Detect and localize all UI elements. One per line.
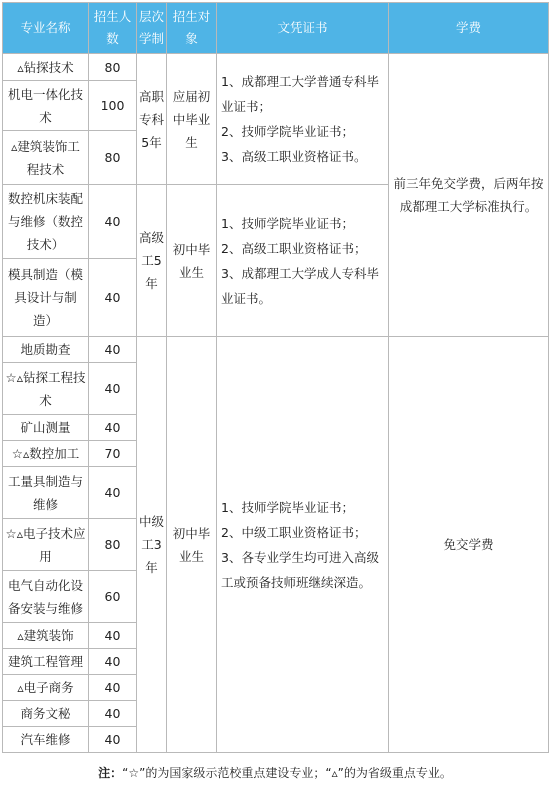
enroll-count: 40 — [89, 415, 137, 441]
major-name: ▵建筑装饰工程技术 — [3, 131, 89, 185]
enroll-count: 40 — [89, 363, 137, 415]
enroll-count: 60 — [89, 571, 137, 623]
major-name: ☆▵电子技术应用 — [3, 519, 89, 571]
enroll-count: 40 — [89, 467, 137, 519]
enroll-count: 80 — [89, 131, 137, 185]
enroll-count: 40 — [89, 185, 137, 259]
major-name: ▵钻探技术 — [3, 54, 89, 81]
header-count: 招生人数 — [89, 3, 137, 54]
major-name: 电气自动化设备安装与维修 — [3, 571, 89, 623]
major-name: 建筑工程管理 — [3, 649, 89, 675]
header-certificates: 文凭证书 — [217, 3, 389, 54]
major-name: 数控机床装配与维修（数控技术） — [3, 185, 89, 259]
footnote-text: “☆”的为国家级示范校重点建设专业；“▵”的为省级重点专业。 — [122, 766, 452, 780]
enroll-count: 80 — [89, 54, 137, 81]
header-fee: 学费 — [389, 3, 549, 54]
major-name: 工量具制造与维修 — [3, 467, 89, 519]
header-target: 招生对象 — [167, 3, 217, 54]
certificates-cell: 1、技师学院毕业证书； 2、高级工职业资格证书； 3、成都理工大学成人专科毕业证书。 — [217, 185, 389, 337]
enroll-count: 100 — [89, 81, 137, 131]
enroll-count: 40 — [89, 701, 137, 727]
header-row — [3, 3, 549, 54]
major-name: ☆▵钻探工程技术 — [3, 363, 89, 415]
enroll-count: 40 — [89, 259, 137, 337]
enroll-count: 40 — [89, 727, 137, 753]
enroll-count: 80 — [89, 519, 137, 571]
major-name: 矿山测量 — [3, 415, 89, 441]
footnote — [0, 764, 550, 782]
target-cell: 初中毕业生 — [167, 337, 217, 753]
footnote-label: 注： — [98, 766, 123, 780]
level-cell: 高职专科5年 — [137, 54, 167, 185]
fee-cell: 前三年免交学费，后两年按成都理工大学标准执行。 — [389, 54, 549, 337]
major-name: 模具制造（模具设计与制造） — [3, 259, 89, 337]
major-name: 机电一体化技术 — [3, 81, 89, 131]
certificates-cell: 1、成都理工大学普通专科毕业证书； 2、技师学院毕业证书； 3、高级工职业资格证书。 — [217, 54, 389, 185]
major-name: 汽车维修 — [3, 727, 89, 753]
level-cell: 中级工3年 — [137, 337, 167, 753]
enroll-count: 70 — [89, 441, 137, 467]
enroll-count: 40 — [89, 623, 137, 649]
enroll-count: 40 — [89, 675, 137, 701]
major-name: 地质勘查 — [3, 337, 89, 363]
enroll-count: 40 — [89, 649, 137, 675]
major-name: ▵电子商务 — [3, 675, 89, 701]
major-name: ▵建筑装饰 — [3, 623, 89, 649]
target-cell: 初中毕业生 — [167, 185, 217, 337]
fee-cell: 免交学费 — [389, 337, 549, 753]
enrollment-table — [2, 2, 549, 753]
table-row — [3, 337, 549, 363]
target-cell: 应届初中毕业生 — [167, 54, 217, 185]
certificates-cell: 1、技师学院毕业证书； 2、中级工职业资格证书； 3、各专业学生均可进入高级工或预备技师班继续深造。 — [217, 337, 389, 753]
major-name: 商务文秘 — [3, 701, 89, 727]
header-major: 专业名称 — [3, 3, 89, 54]
enroll-count: 40 — [89, 337, 137, 363]
table-row — [3, 54, 549, 81]
header-level: 层次学制 — [137, 3, 167, 54]
level-cell: 高级工5年 — [137, 185, 167, 337]
major-name: ☆▵数控加工 — [3, 441, 89, 467]
